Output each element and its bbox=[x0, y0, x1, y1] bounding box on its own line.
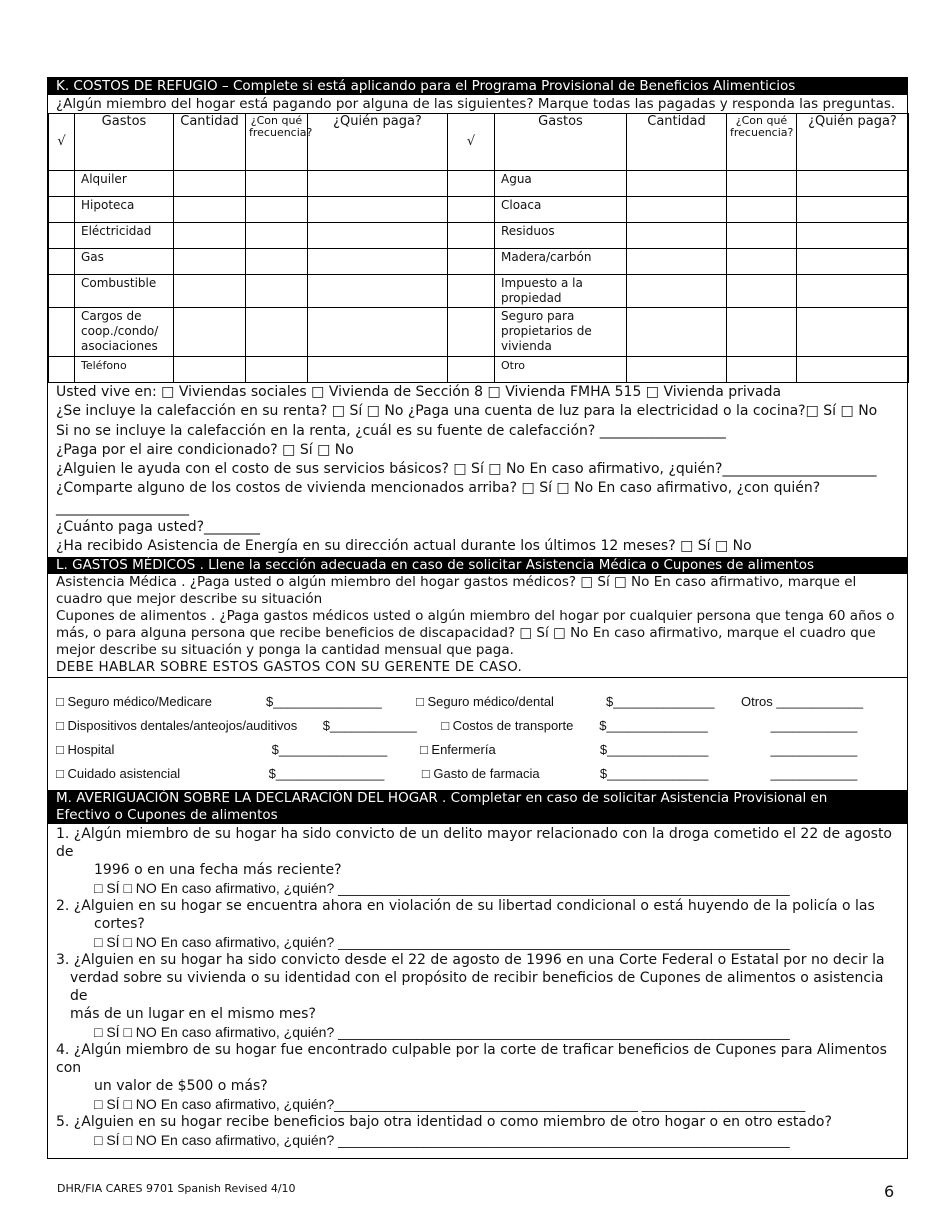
frequency-cell[interactable] bbox=[727, 197, 797, 223]
air-conditioning-line[interactable]: ¿Paga por el aire condicionado? □ Sí □ No bbox=[56, 441, 354, 458]
table-row bbox=[49, 275, 909, 308]
check-cell[interactable] bbox=[448, 275, 495, 308]
energy-assistance-line[interactable]: ¿Ha recibido Asistencia de Energía en su dirección actual durante los últimos 12 meses? □ Sí □ No bbox=[56, 538, 752, 555]
question-2-answer[interactable]: □ SÍ □ NO En caso afirmativo, ¿quién? __________________________________________________________ bbox=[94, 933, 790, 950]
frequency-cell[interactable] bbox=[727, 249, 797, 275]
frequency-cell[interactable] bbox=[246, 275, 308, 308]
other-blank[interactable]: ____________ bbox=[770, 765, 858, 781]
question-1-cont: 1996 o en una fecha más reciente? bbox=[94, 861, 342, 878]
amount-cell[interactable] bbox=[627, 197, 727, 223]
expense-label: Teléfono bbox=[75, 357, 174, 383]
frequency-cell[interactable] bbox=[727, 223, 797, 249]
expense-label: Otro bbox=[495, 357, 627, 383]
frequency-cell[interactable] bbox=[246, 223, 308, 249]
other-blank[interactable]: ____________ bbox=[770, 741, 858, 757]
household-questions bbox=[48, 824, 907, 1149]
who-pays-cell[interactable] bbox=[797, 249, 909, 275]
share-costs-line[interactable]: ¿Comparte alguno de los costos de vivienda mencionados arriba? □ Sí □ No En caso afirmativo, ¿con quién? bbox=[56, 480, 821, 497]
assisted-care-checkbox[interactable]: □ Cuidado asistencial bbox=[56, 765, 181, 781]
dental-insurance-checkbox[interactable]: □ Seguro médico/dental bbox=[416, 693, 554, 709]
amount-blank[interactable]: $_______________ bbox=[268, 765, 385, 781]
dental-devices-checkbox[interactable]: □ Dispositivos dentales/anteojos/auditivos bbox=[56, 717, 298, 733]
amount-column-header: Cantidad bbox=[627, 114, 727, 171]
list-item bbox=[56, 738, 899, 762]
amount-cell[interactable] bbox=[627, 308, 727, 357]
who-pays-column-header: ¿Quién paga? bbox=[797, 114, 909, 171]
amount-cell[interactable] bbox=[627, 275, 727, 308]
nursing-checkbox[interactable]: □ Enfermería bbox=[419, 741, 496, 757]
form-frame bbox=[47, 77, 908, 1159]
who-pays-cell[interactable] bbox=[797, 223, 909, 249]
amount-blank[interactable]: $_______________ bbox=[266, 693, 382, 709]
check-cell[interactable] bbox=[448, 223, 495, 249]
section-l-header: L. GASTOS MÉDICOS . Llene la sección adecuada en caso de solicitar Asistencia Médica o Cupones de alimentos bbox=[48, 557, 907, 574]
who-pays-cell[interactable] bbox=[308, 249, 448, 275]
must-discuss-text: DEBE HABLAR SOBRE ESTOS GASTOS CON SU GERENTE DE CASO. bbox=[56, 658, 523, 675]
transport-costs-checkbox[interactable]: □ Costos de transporte bbox=[441, 717, 574, 733]
section-m-header-line2: Efectivo o Cupones de alimentos bbox=[56, 806, 278, 823]
other-blank[interactable]: Otros ____________ bbox=[741, 693, 864, 709]
question-5: 5. ¿Alguien en su hogar recibe beneficios bajo otra identidad o como miembro de otro hogar o en otro estado? bbox=[56, 1113, 832, 1130]
table-row bbox=[49, 223, 909, 249]
form-id-footer: DHR/FIA CARES 9701 Spanish Revised 4/10 bbox=[57, 1182, 296, 1195]
check-cell[interactable] bbox=[448, 171, 495, 197]
question-4-answer[interactable]: □ SÍ □ NO En caso afirmativo, ¿quién?_______________________________________ _____________________ bbox=[94, 1095, 806, 1112]
section-k-header: K. COSTOS DE REFUGIO – Complete si está aplicando para el Programa Provisional de Beneficios Alimenticios bbox=[48, 78, 907, 95]
expense-label: Agua bbox=[495, 171, 627, 197]
check-cell[interactable] bbox=[448, 249, 495, 275]
expense-label: Cloaca bbox=[495, 197, 627, 223]
who-pays-cell[interactable] bbox=[797, 171, 909, 197]
expense-label: Gas bbox=[75, 249, 174, 275]
share-costs-blank[interactable]: ___________________ bbox=[56, 499, 189, 516]
other-blank[interactable]: ____________ bbox=[770, 717, 858, 733]
who-pays-cell[interactable] bbox=[308, 171, 448, 197]
frequency-cell[interactable] bbox=[727, 171, 797, 197]
amount-blank[interactable]: $______________ bbox=[606, 693, 715, 709]
section-m-header-line1: M. AVERIGUACIÓN SOBRE LA DECLARACIÓN DEL HOGAR . Completar en caso de solicitar Asistencia Provisional en bbox=[56, 789, 828, 806]
food-stamps-text: Cupones de alimentos . ¿Paga gastos médicos usted o algún miembro del hogar por cualquier persona que tenga 60 años o más, o para alguna persona que recibe beneficios de discapacidad? □ Sí □ No En caso afirmativo, marque el cuadro que mejor describe su situación y ponga la cantidad mensual que paga. bbox=[56, 607, 895, 658]
amount-cell[interactable] bbox=[174, 223, 246, 249]
check-cell[interactable] bbox=[49, 275, 75, 308]
expense-label: Residuos bbox=[495, 223, 627, 249]
list-item bbox=[56, 762, 899, 786]
check-cell[interactable] bbox=[49, 197, 75, 223]
check-cell[interactable] bbox=[49, 357, 75, 383]
medical-expense-options bbox=[48, 677, 907, 786]
amount-blank[interactable]: $____________ bbox=[322, 717, 417, 733]
medicare-checkbox[interactable]: □ Seguro médico/Medicare bbox=[56, 693, 212, 709]
amount-cell[interactable] bbox=[627, 171, 727, 197]
expense-column-header: Gastos bbox=[75, 114, 174, 171]
frequency-cell[interactable] bbox=[727, 308, 797, 357]
question-1: 1. ¿Algún miembro de su hogar ha sido convicto de un delito mayor relacionado con la droga cometido el 22 de agosto de bbox=[56, 825, 893, 860]
section-m-header bbox=[48, 790, 907, 824]
frequency-column-header: ¿Con qué frecuencia? bbox=[727, 114, 797, 171]
expense-label: Cargos de coop./condo/ asociaciones bbox=[75, 308, 174, 357]
amount-blank[interactable]: $______________ bbox=[599, 765, 709, 781]
housing-type-line[interactable]: Usted vive en: □ Viviendas sociales □ Vivienda de Sección 8 □ Vivienda FMHA 515 □ Vivienda privada bbox=[56, 384, 782, 400]
utilities-help-line[interactable]: ¿Alguien le ayuda con el costo de sus servicios básicos? □ Sí □ No En caso afirmativo, ¿quién?______________________ bbox=[56, 461, 877, 478]
frequency-cell[interactable] bbox=[246, 357, 308, 383]
amount-cell[interactable] bbox=[174, 275, 246, 308]
check-cell[interactable] bbox=[49, 308, 75, 357]
check-column-header: √ bbox=[448, 114, 495, 171]
check-cell[interactable] bbox=[448, 357, 495, 383]
expense-label: Eléctricidad bbox=[75, 223, 174, 249]
expense-label: Madera/carbón bbox=[495, 249, 627, 275]
question-3-cont2: más de un lugar en el mismo mes? bbox=[70, 1005, 316, 1022]
shelter-costs-table bbox=[48, 113, 909, 383]
amount-cell[interactable] bbox=[174, 249, 246, 275]
amount-column-header: Cantidad bbox=[174, 114, 246, 171]
amount-cell[interactable] bbox=[627, 249, 727, 275]
table-header-row bbox=[49, 114, 909, 171]
amount-cell[interactable] bbox=[627, 223, 727, 249]
expense-label: Hipoteca bbox=[75, 197, 174, 223]
check-cell[interactable] bbox=[49, 171, 75, 197]
question-5-answer[interactable]: □ SÍ □ NO En caso afirmativo, ¿quién? __________________________________________________________ bbox=[94, 1131, 790, 1148]
question-3-answer[interactable]: □ SÍ □ NO En caso afirmativo, ¿quién? __________________________________________________________ bbox=[94, 1023, 790, 1040]
frequency-cell[interactable] bbox=[727, 275, 797, 308]
medical-assistance-text: Asistencia Médica . ¿Paga usted o algún miembro del hogar gastos médicos? □ Sí □ No En caso afirmativo, marque el cuadro que mejor describe su situación bbox=[56, 573, 857, 607]
frequency-cell[interactable] bbox=[246, 308, 308, 357]
who-pays-cell[interactable] bbox=[308, 197, 448, 223]
table-row bbox=[49, 357, 909, 383]
list-item bbox=[56, 714, 899, 738]
check-cell[interactable] bbox=[448, 308, 495, 357]
question-3: 3. ¿Alguien en su hogar ha sido convicto desde el 22 de agosto de 1996 en una Corte Federal o Estatal por no decir la bbox=[56, 951, 885, 968]
table-row bbox=[49, 249, 909, 275]
section-k-intro: ¿Algún miembro del hogar está pagando por alguna de las siguientes? Marque todas las pagadas y responda las preguntas. bbox=[56, 96, 896, 112]
how-much-line[interactable]: ¿Cuánto paga usted?________ bbox=[56, 519, 261, 536]
table-row bbox=[49, 197, 909, 223]
who-pays-cell[interactable] bbox=[308, 308, 448, 357]
frequency-cell[interactable] bbox=[246, 171, 308, 197]
amount-blank[interactable]: $______________ bbox=[599, 717, 708, 733]
expense-column-header: Gastos bbox=[495, 114, 627, 171]
expense-label: Combustible bbox=[75, 275, 174, 308]
expense-label: Seguro para propietarios de vivienda bbox=[495, 308, 627, 357]
frequency-cell[interactable] bbox=[246, 249, 308, 275]
who-pays-cell[interactable] bbox=[797, 197, 909, 223]
heat-in-rent-line[interactable]: ¿Se incluye la calefacción en su renta? □ Sí □ No ¿Paga una cuenta de luz para la electricidad o la cocina?□ Sí □ No bbox=[56, 403, 878, 420]
expense-label: Alquiler bbox=[75, 171, 174, 197]
frequency-cell[interactable] bbox=[727, 357, 797, 383]
question-1-answer[interactable]: □ SÍ □ NO En caso afirmativo, ¿quién? __________________________________________________________ bbox=[94, 879, 790, 896]
who-pays-cell[interactable] bbox=[797, 357, 909, 383]
amount-cell[interactable] bbox=[174, 197, 246, 223]
amount-blank[interactable]: $_______________ bbox=[271, 741, 388, 757]
table-row bbox=[49, 171, 909, 197]
table-row bbox=[49, 308, 909, 357]
expense-label: Impuesto a la propiedad bbox=[495, 275, 627, 308]
question-4-cont: un valor de $500 o más? bbox=[94, 1077, 268, 1094]
check-cell[interactable] bbox=[448, 197, 495, 223]
amount-cell[interactable] bbox=[627, 357, 727, 383]
who-pays-cell[interactable] bbox=[797, 308, 909, 357]
question-3-cont: verdad sobre su vivienda o su identidad con el propósito de recibir beneficios de Cupones de alimentos o asistencia de bbox=[70, 969, 884, 1004]
list-item bbox=[56, 690, 899, 714]
who-pays-cell[interactable] bbox=[308, 223, 448, 249]
amount-cell[interactable] bbox=[174, 171, 246, 197]
question-2-cont: cortes? bbox=[94, 915, 145, 932]
who-pays-cell[interactable] bbox=[308, 357, 448, 383]
check-cell[interactable] bbox=[49, 223, 75, 249]
amount-cell[interactable] bbox=[174, 308, 246, 357]
hospital-checkbox[interactable]: □ Hospital bbox=[56, 741, 115, 757]
frequency-cell[interactable] bbox=[246, 197, 308, 223]
amount-cell[interactable] bbox=[174, 357, 246, 383]
page-number: 6 bbox=[884, 1182, 895, 1201]
amount-blank[interactable]: $______________ bbox=[599, 741, 709, 757]
housing-questions bbox=[48, 383, 907, 557]
frequency-column-header: ¿Con qué frecuencia? bbox=[246, 114, 308, 171]
check-column-header: √ bbox=[49, 114, 75, 171]
pharmacy-checkbox[interactable]: □ Gasto de farmacia bbox=[421, 765, 540, 781]
question-2: 2. ¿Alguien en su hogar se encuentra ahora en violación de su libertad condicional o está huyendo de la policía o las bbox=[56, 897, 875, 914]
question-4: 4. ¿Algún miembro de su hogar fue encontrado culpable por la corte de traficar beneficios de Cupones para Alimentos con bbox=[56, 1041, 887, 1076]
who-pays-cell[interactable] bbox=[797, 275, 909, 308]
who-pays-cell[interactable] bbox=[308, 275, 448, 308]
who-pays-column-header: ¿Quién paga? bbox=[308, 114, 448, 171]
heat-source-line[interactable]: Si no se incluye la calefacción en la renta, ¿cuál es su fuente de calefacción? __________________ bbox=[56, 422, 726, 439]
check-cell[interactable] bbox=[49, 249, 75, 275]
